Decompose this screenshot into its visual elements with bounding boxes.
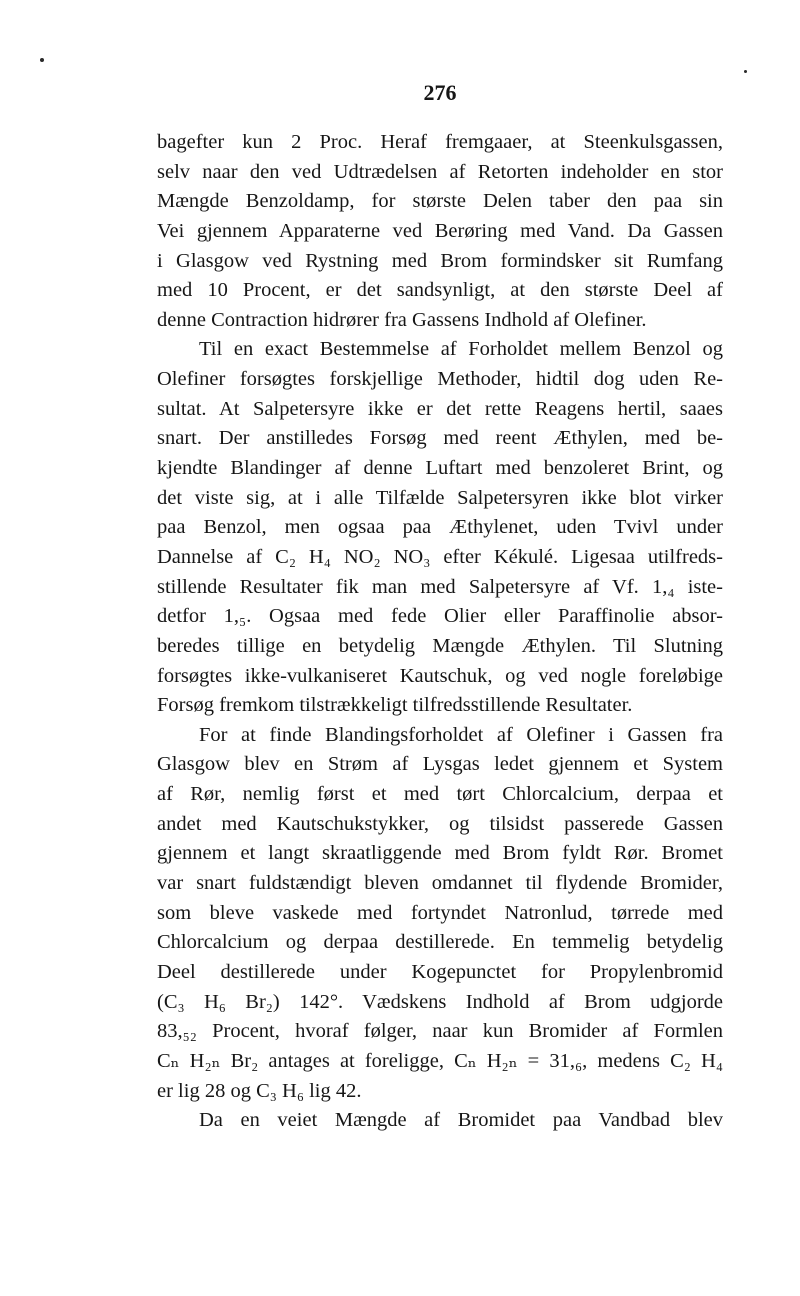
text-line: er lig 28 og C₃ H₆ lig 42. bbox=[157, 1079, 362, 1102]
text-line: For at finde Blandingsforholdet af Olefiner i Gassen fra bbox=[199, 723, 723, 746]
text-line: kjendte Blandinger af denne Luftart med benzoleret Brint, og bbox=[157, 457, 723, 480]
text-line: Deel destillerede under Kogepunctet for Propylenbromid bbox=[157, 960, 723, 983]
text-line: Olefiner forsøgtes forskjellige Methoder, hidtil dog uden Re- bbox=[157, 368, 723, 391]
text-line: Da en veiet Mængde af Bromidet paa Vandbad blev bbox=[199, 1109, 723, 1132]
text-line: andet med Kautschukstykker, og tilsidst passerede Gassen bbox=[157, 812, 723, 835]
text-line: det viste sig, at i alle Tilfælde Salpetersyren ikke blot virker bbox=[157, 486, 723, 509]
text-line: Dannelse af C₂ H₄ NO₂ NO₃ efter Kékulé. Ligesaa utilfreds- bbox=[157, 545, 723, 568]
body-text bbox=[157, 128, 723, 1136]
text-line: Cₙ H₂ₙ Br₂ antages at foreligge, Cₙ H₂ₙ = 31,₆, medens C₂ H₄ bbox=[157, 1049, 723, 1072]
ink-speck bbox=[744, 70, 747, 73]
text-line: med 10 Procent, er det sandsynligt, at den største Deel af bbox=[157, 279, 723, 302]
text-line: Chlorcalcium og derpaa destillerede. En temmelig betydelig bbox=[157, 931, 723, 954]
text-line: denne Contraction hidrører fra Gassens Indhold af Olefiner. bbox=[157, 308, 647, 331]
page-number: 276 bbox=[423, 80, 457, 105]
text-line: Vei gjennem Apparaterne ved Berøring med Vand. Da Gassen bbox=[157, 219, 723, 242]
text-line: beredes tillige en betydelig Mængde Æthylen. Til Slutning bbox=[157, 634, 723, 657]
text-line: bagefter kun 2 Proc. Heraf fremgaaer, at Steenkulsgassen, bbox=[157, 131, 723, 153]
text-line: Glasgow blev en Strøm af Lysgas ledet gjennem et System bbox=[157, 753, 723, 776]
text-line: Forsøg fremkom tilstrækkeligt tilfredsstillende Resultater. bbox=[157, 694, 633, 717]
text-line: af Rør, nemlig først et med tørt Chlorcalcium, derpaa et bbox=[157, 783, 723, 806]
ink-speck bbox=[40, 58, 44, 62]
text-line: Mængde Benzoldamp, for største Delen taber den paa sin bbox=[157, 190, 723, 213]
text-line: som bleve vaskede med fortyndet Natronlud, tørrede med bbox=[157, 901, 723, 924]
text-line: i Glasgow ved Rystning med Brom formindsker sit Rumfang bbox=[157, 249, 723, 272]
text-line: var snart fuldstændigt bleven omdannet til flydende Bromider, bbox=[157, 872, 723, 895]
text-line: 83,₅₂ Procent, hvoraf følger, naar kun Bromider af Formlen bbox=[157, 1020, 723, 1043]
text-line: detfor 1,₅. Ogsaa med fede Olier eller Paraffinolie absor- bbox=[157, 605, 723, 628]
text-line: Til en exact Bestemmelse af Forholdet mellem Benzol og bbox=[199, 338, 723, 361]
text-line: sultat. At Salpetersyre ikke er det rette Reagens hertil, saaes bbox=[157, 397, 723, 420]
text-line: forsøgtes ikke-vulkaniseret Kautschuk, og ved nogle foreløbige bbox=[157, 664, 723, 687]
text-line: paa Benzol, men ogsaa paa Æthylenet, uden Tvivl under bbox=[157, 516, 723, 539]
text-line: selv naar den ved Udtrædelsen af Retorten indeholder en stor bbox=[157, 160, 723, 183]
text-line: (C₃ H₆ Br₂) 142°. Vædskens Indhold af Brom udgjorde bbox=[157, 990, 723, 1013]
text-line: stillende Resultater fik man med Salpetersyre af Vf. 1,₄ iste- bbox=[157, 575, 723, 598]
text-line: gjennem et langt skraatliggende med Brom fyldt Rør. Bromet bbox=[157, 842, 723, 865]
text-line: snart. Der anstilledes Forsøg med reent Æthylen, med be- bbox=[157, 427, 723, 450]
